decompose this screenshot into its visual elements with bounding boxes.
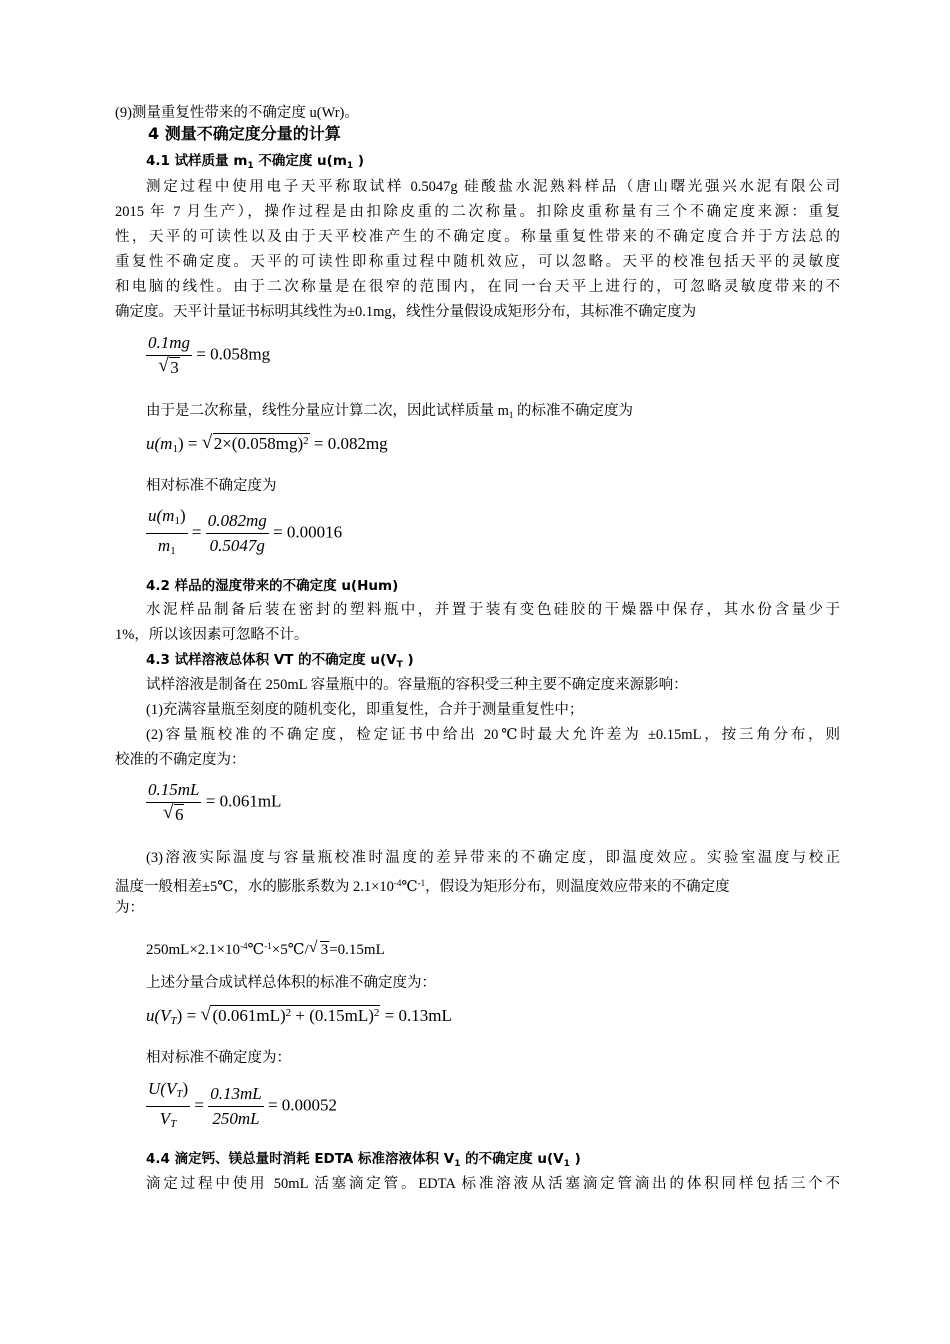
heading-text: ) (402, 652, 414, 668)
equation-u-m1 (146, 434, 388, 455)
equation-u-vt (146, 1006, 452, 1027)
equation-lhs: u(m (146, 434, 173, 453)
paragraph-line: 相对标准不确定度为： (146, 1050, 291, 1066)
equation-result: = 0.061mL (205, 791, 282, 811)
fraction-numerator: 0.1mg (146, 333, 192, 356)
equals-sign: = (187, 434, 198, 453)
text: 温度一般相差±5℃，水的膨胀系数为 2.1×10 (115, 879, 394, 895)
heading-text: ) (353, 153, 365, 169)
paragraph-line: 相对标准不确定度为 (146, 478, 277, 494)
fraction-numerator: $u(m_1)$ (146, 506, 188, 534)
fraction-numerator: 0.15mL (146, 780, 201, 803)
section-4-2-heading: 4.2 样品的湿度带来的不确定度 u(Hum) (146, 578, 399, 594)
text: 250mL×2.1×10 (146, 942, 240, 958)
text: ，假设为矩形分布，则温度效应带来的不确定度 (425, 879, 730, 895)
equation-calibration (146, 780, 281, 825)
radicand: 2×(0.058mg) (213, 434, 304, 453)
fraction-denominator: 0.5047g (209, 536, 265, 555)
superscript: -4 (240, 941, 248, 951)
fraction-denominator: $V_T$ (159, 1109, 177, 1130)
subscript: 1 (247, 161, 254, 171)
paragraph-line: 校准的不确定度为： (115, 752, 246, 768)
paragraph-line: 水泥样品制备后装在密封的塑料瓶中，并置于装有变色硅胶的干燥器中保存，其水份含量少于 (146, 602, 840, 618)
paragraph-line: 测定过程中使用电子天平称取试样 0.5047g 硅酸盐水泥熟料样品（唐山曙光强兴水泥有限公司 (146, 179, 840, 195)
superscript: 2 (285, 1007, 292, 1019)
plus-sign: + (295, 1006, 305, 1025)
fraction-numerator: 0.13mL (208, 1084, 263, 1107)
paragraph-line: (1)充满容量瓶至刻度的随机变化，即重复性，合并于测量重复性中； (146, 702, 584, 718)
superscript: -1 (417, 878, 426, 888)
heading-text: ) (569, 1151, 581, 1167)
paragraph-line: 性，天平的可读性以及由于天平校准产生的不确定度。称量重复性带来的不确定度合并于方法总的 (115, 229, 840, 245)
fraction (208, 1084, 263, 1129)
superscript: -1 (264, 941, 272, 951)
superscript: -4 (393, 878, 402, 888)
paragraph-line: 确定度。天平计量证书标明其线性为±0.1mg，线性分量假设成矩形分布，其标准不确定度为 (115, 304, 697, 320)
fraction (146, 780, 201, 825)
equation-result: = 0.082mg (313, 434, 388, 453)
fraction-denominator: √ 6 (162, 802, 184, 824)
equation-result: = 0.058mg (196, 344, 271, 364)
paragraph-line: (2)容量瓶校准的不确定度，检定证书中给出 20℃时最大允许差为 ±0.15mL，按三角分布，则 (146, 727, 840, 743)
fraction (146, 333, 192, 378)
paragraph-line (115, 874, 840, 896)
text: ℃ (401, 879, 418, 895)
subscript: 1 (563, 1159, 570, 1169)
paragraph-line: (3)溶液实际温度与容量瓶校准时温度的差异带来的不确定度，即温度效应。实验室温度与校正 (146, 850, 840, 866)
superscript: 2 (373, 1007, 380, 1019)
equals-sign: = (186, 1006, 197, 1025)
paragraph-line: 试样溶液是制备在 250mL 容量瓶中的。容量瓶的容积受三种主要不确定度来源影响： (146, 677, 688, 693)
paragraph-line: 2015 年 7 月生产），操作过程是由扣除皮重的二次称量。扣除皮重称量有三个不确定度来源：重复 (115, 204, 840, 220)
fraction-numerator: $U(V_T)$ (146, 1079, 190, 1107)
square-root: √ 3 (308, 939, 329, 958)
subscript: 1 (508, 410, 514, 420)
equation-lhs: u(V (146, 1006, 171, 1025)
subscript: 1 (346, 161, 354, 171)
superscript: 2 (303, 435, 309, 447)
heading-text: 4.4 滴定钙、镁总量时消耗 EDTA 标准溶液体积 V (146, 1151, 455, 1167)
equation-relative-u-vt: $\frac{U(V_T)}{V_T}$ = $\frac{0.13mL}{250mL}$ = 0.00052 (146, 1079, 337, 1134)
fraction (146, 1079, 190, 1134)
equation-relative-u-m1: $\frac{u(m_1)}{m_1}$ = $\frac{0.082mg}{0.5047g}$ = 0.00016 (146, 506, 342, 561)
paragraph-line: 为： (115, 900, 144, 916)
square-root: √ $(0.061mL)^2 + (0.15mL)^2$ (200, 1004, 380, 1025)
radicand: (0.15mL) (309, 1006, 374, 1025)
subscript: 1 (454, 1159, 461, 1169)
text: 由于是二次称量，线性分量应计算二次，因此试样质量 m (146, 403, 509, 419)
paragraph-line: 和电脑的线性。由于二次称量是在很窄的范围内，在同一台天平上进行的，可忽略灵敏度带来的不 (115, 279, 840, 295)
section-4-heading: 4 测量不确定度分量的计算 (148, 124, 341, 143)
paragraph-line: 上述分量合成试样总体积的标准不确定度为： (146, 975, 436, 991)
heading-text: 4.1 试样质量 m (146, 153, 248, 169)
paragraph-line: 滴定过程中使用 50mL 活塞滴定管。EDTA 标准溶液从活塞滴定管滴出的体积同样包括三个不 (146, 1176, 840, 1192)
fraction-denominator: 250mL (212, 1109, 260, 1128)
equation-temperature (146, 937, 840, 959)
item-9-text: (9)测量重复性带来的不确定度 u(Wr)。 (115, 105, 359, 121)
subscript: 1 (172, 443, 178, 455)
fraction (146, 506, 188, 561)
heading-text: 不确定度 u(m (253, 153, 347, 169)
radicand: 3 (170, 358, 179, 377)
text: 的标准不确定度为 (513, 403, 634, 419)
text: =0.15mL (329, 942, 385, 958)
paragraph-line: 1%，所以该因素可忽略不计。 (115, 627, 309, 643)
section-4-1-heading (146, 152, 871, 175)
radicand: 3 (320, 942, 329, 958)
subscript: T (170, 1015, 177, 1027)
heading-text: 的不确定度 u(V (460, 1151, 564, 1167)
equation-linearity (146, 333, 270, 378)
radicand: (0.061mL) (212, 1006, 286, 1025)
section-4-3-heading (146, 651, 871, 674)
text: ×5℃/ (271, 942, 309, 958)
equation-result: = 0.00052 (267, 1095, 338, 1115)
equation-result: = 0.00016 (273, 522, 343, 542)
paragraph-line (146, 402, 840, 424)
subscript: T (396, 660, 403, 670)
fraction-denominator: $m_1$ (157, 536, 176, 557)
radicand: 6 (174, 805, 184, 824)
heading-text: 4.3 试样溶液总体积 VT 的不确定度 u(V (146, 652, 397, 668)
fraction (206, 511, 269, 556)
section-4-4-heading (146, 1150, 871, 1173)
equation-result: = 0.13mL (384, 1006, 452, 1025)
paragraph-line: 重复性不确定度。天平的可读性即称重过程中随机效应，可以忽略。天平的校准包括天平的灵敏度 (115, 254, 840, 270)
equation-lhs: ) (177, 434, 184, 453)
fraction-denominator: √ 3 (158, 355, 179, 377)
square-root: √ $2\times(0.058mg)^2$ (201, 432, 309, 453)
text: ℃ (247, 942, 265, 958)
equation-lhs: ) (176, 1006, 183, 1025)
fraction-numerator: 0.082mg (206, 511, 269, 534)
